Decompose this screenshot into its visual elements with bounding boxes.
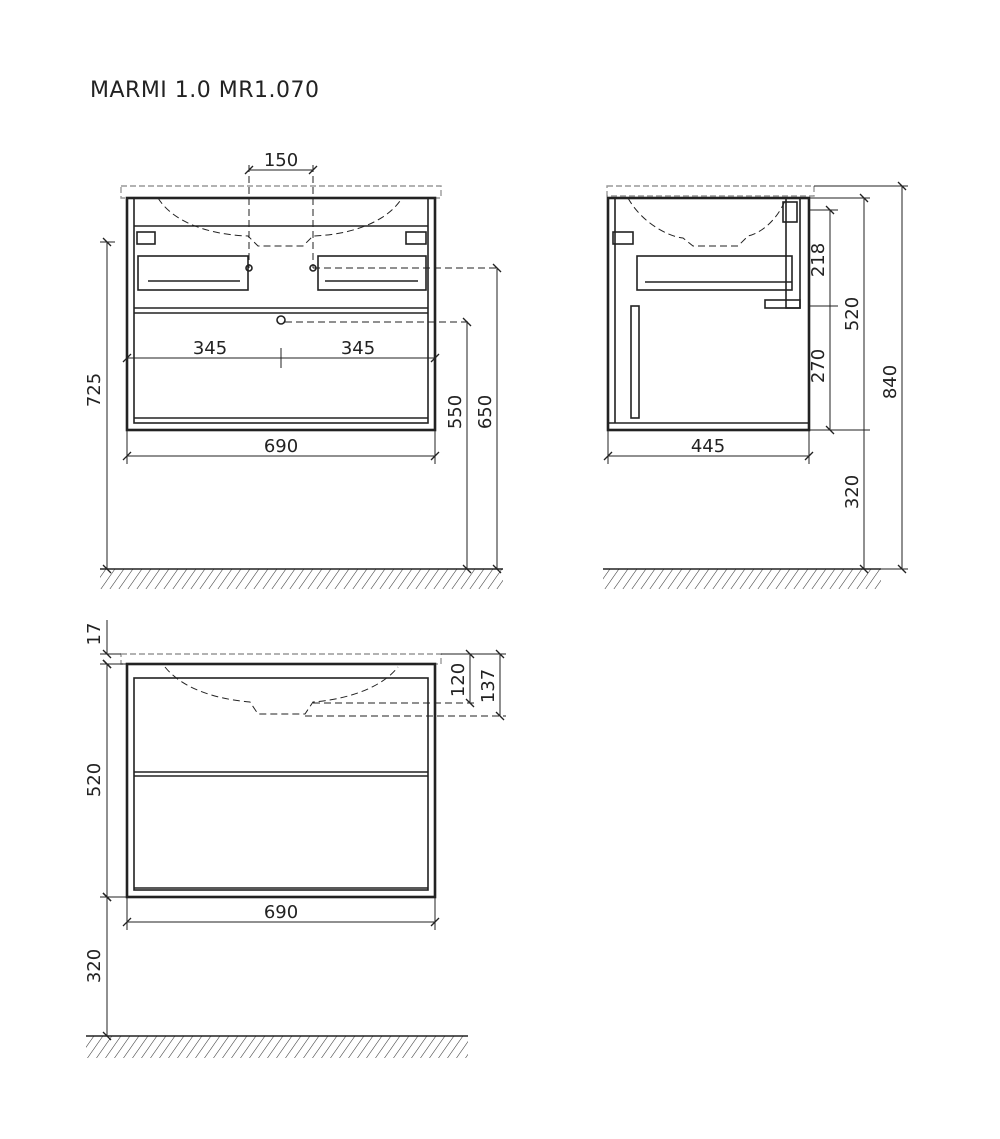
side-view: [603, 186, 908, 589]
dim-17: 17: [84, 622, 105, 646]
dim-150: 150: [263, 150, 299, 171]
bottom-view: [84, 620, 506, 1058]
front-view: [84, 150, 503, 589]
drawing-title: MARMI 1.0 MR1.070: [90, 78, 320, 103]
floor-bottom: [86, 1036, 468, 1058]
countertop-bottom: [121, 654, 441, 664]
dim-137: 137: [478, 668, 499, 704]
dim-725: 725: [84, 372, 105, 408]
cabinet-bottom: [127, 664, 435, 897]
dim-840: 840: [880, 364, 901, 400]
dim-690-bottom: 690: [263, 902, 299, 923]
floor-side: [603, 569, 881, 589]
dim-218: 218: [808, 242, 829, 278]
dim-120: 120: [448, 662, 469, 698]
countertop-front: [121, 186, 441, 198]
dim-345-left: 345: [192, 338, 228, 359]
dim-650: 650: [475, 394, 496, 430]
dim-270: 270: [808, 348, 829, 384]
floor-front: [100, 569, 503, 589]
dim-320-side: 320: [842, 474, 863, 510]
countertop-side: [607, 186, 814, 196]
dim-445: 445: [690, 436, 726, 457]
dim-520-side: 520: [842, 296, 863, 332]
cabinet-side: [608, 198, 809, 430]
dim-690-front: 690: [263, 436, 299, 457]
dim-345-right: 345: [340, 338, 376, 359]
cabinet-front: [127, 198, 435, 430]
dim-320-bottom: 320: [84, 948, 105, 984]
dim-520-bottom: 520: [84, 762, 105, 798]
dim-550: 550: [445, 394, 466, 430]
